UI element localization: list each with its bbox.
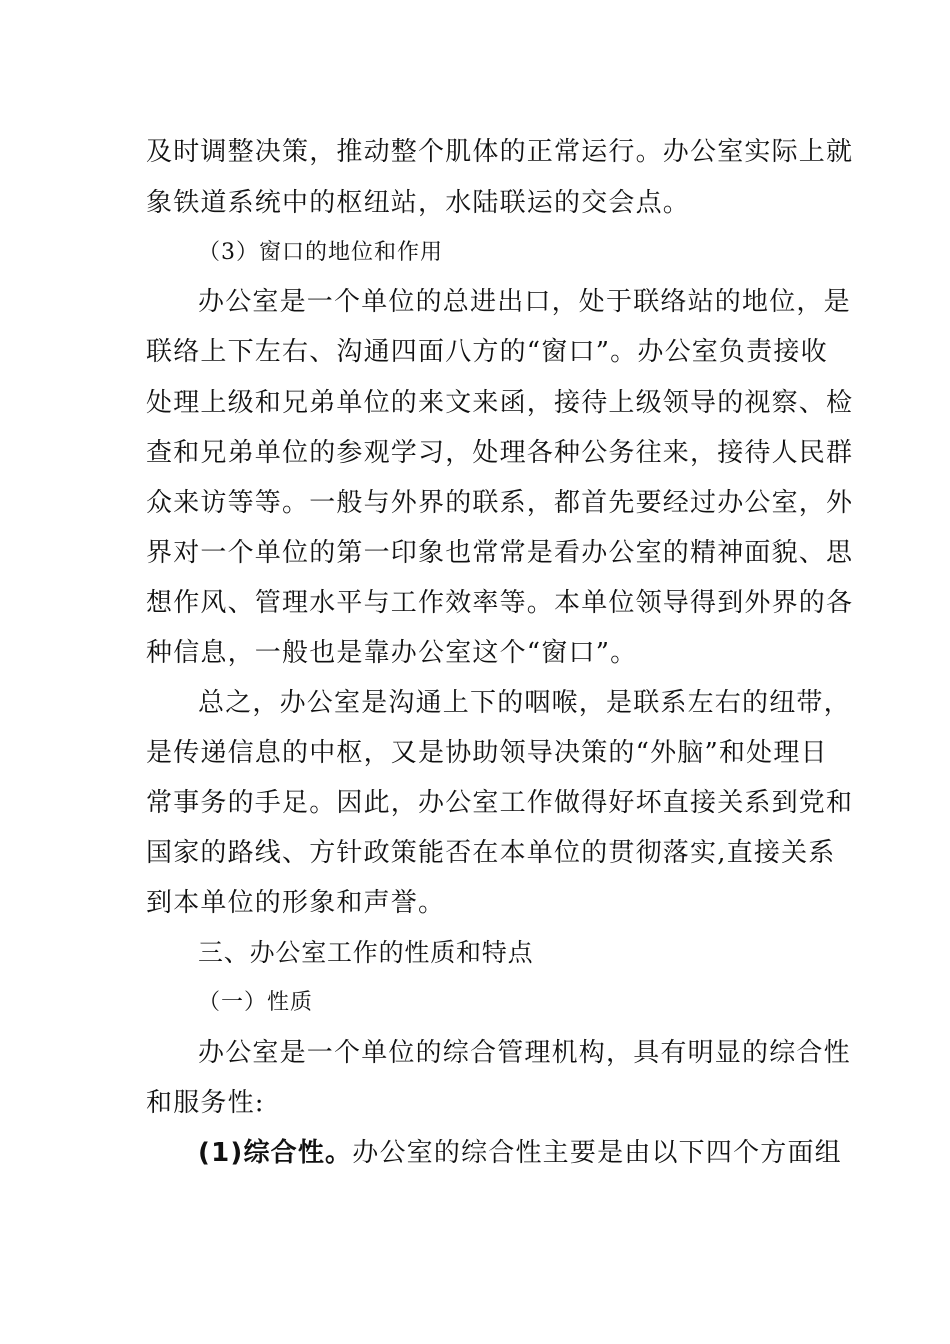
text-line: 象铁道系统中的枢纽站，水陆联运的交会点。: [146, 188, 691, 218]
text-line: 处理上级和兄弟单位的来文来函，接待上级领导的视察、检: [146, 388, 854, 418]
section-heading: 三、办公室工作的性质和特点: [198, 938, 534, 967]
text-line-with-bold-lead: [198, 1136, 842, 1170]
text-line: 办公室是一个单位的总进出口，处于联络站的地位，是: [198, 287, 851, 317]
text-line: 种信息，一般也是靠办公室这个“窗口”。: [146, 638, 638, 668]
text-line: 查和兄弟单位的参观学习，处理各种公务往来，接待人民群: [146, 438, 854, 468]
text-line: 和服务性:: [146, 1088, 265, 1118]
subsection-heading: （3）窗口的地位和作用: [198, 240, 443, 265]
text-line: 想作风、管理水平与工作效率等。本单位领导得到外界的各: [146, 588, 854, 618]
text-line: 办公室是一个单位的综合管理机构，具有明显的综合性: [198, 1038, 851, 1068]
text-line: 界对一个单位的第一印象也常常是看办公室的精神面貌、思: [146, 538, 854, 568]
text-line: 众来访等等。一般与外界的联系，都首先要经过办公室，外: [146, 488, 854, 518]
text-line: 国家的路线、方针政策能否在本单位的贯彻落实,直接关系: [146, 838, 836, 868]
text-line: 常事务的手足。因此，办公室工作做得好坏直接关系到党和: [146, 788, 854, 818]
text-line: 是传递信息的中枢，又是协助领导决策的“外脑”和处理日: [146, 738, 828, 768]
text-line: 到本单位的形象和声誉。: [146, 888, 446, 918]
text-line: 及时调整决策，推动整个肌体的正常运行。办公室实际上就: [146, 137, 854, 167]
text-run: 办公室的综合性主要是由以下四个方面组: [352, 1138, 842, 1168]
text-line: 联络上下左右、沟通四面八方的“窗口”。办公室负责接收: [146, 337, 828, 367]
bold-lead: (1)综合性。: [198, 1138, 353, 1168]
text-line: 总之，办公室是沟通上下的咽喉，是联系左右的纽带，: [198, 688, 851, 718]
subsection-heading: （一）性质: [198, 990, 314, 1015]
